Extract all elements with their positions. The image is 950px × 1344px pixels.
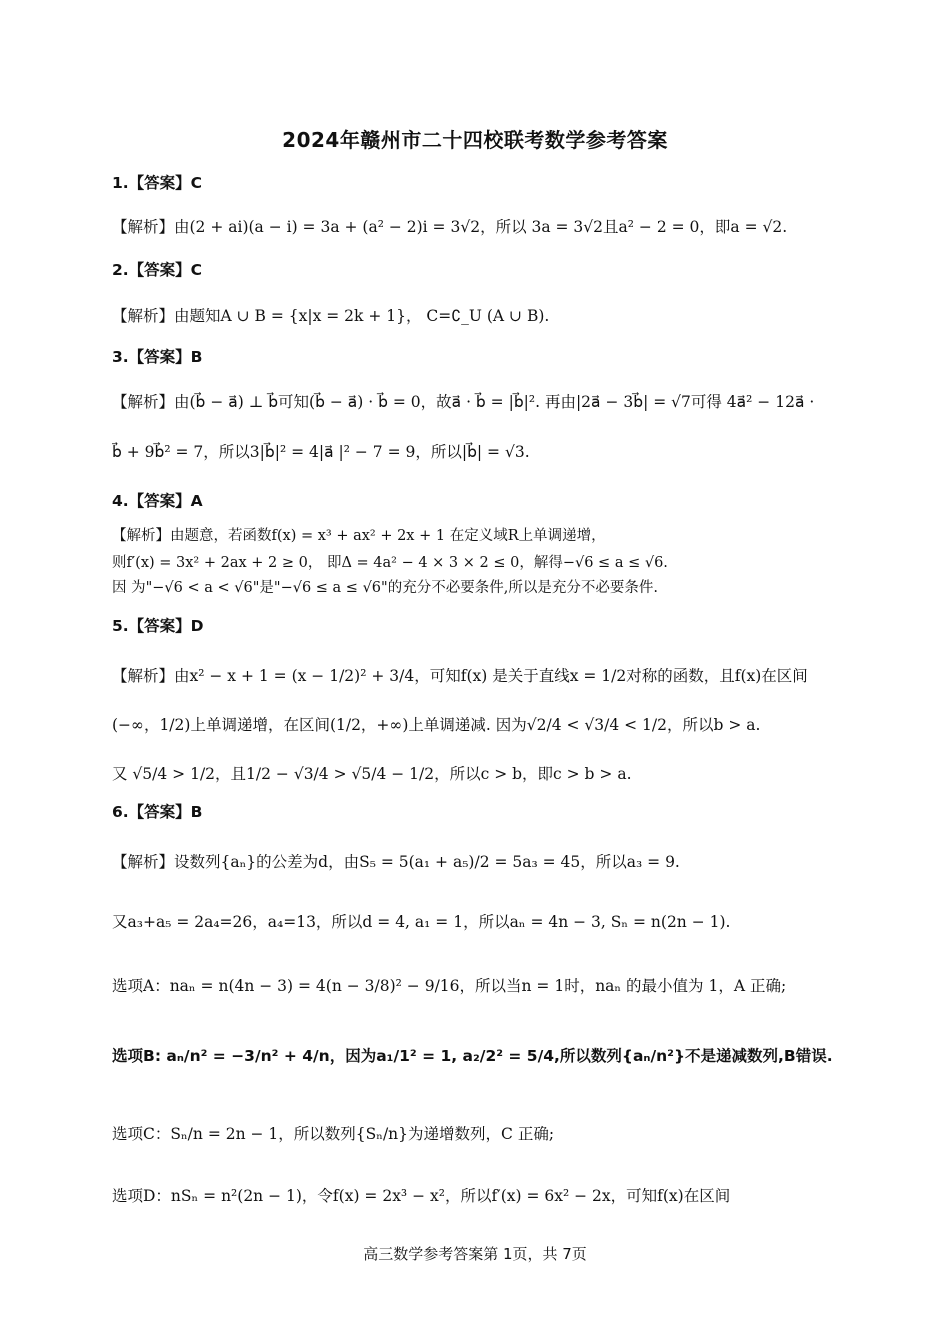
- q3-answer: 3.【答案】B: [112, 348, 203, 366]
- q4-analysis-line1: 【解析】由题意，若函数f(x) = x³ + ax² + 2x + 1 在定义域R上单调递增，: [112, 528, 606, 544]
- q6-option-c: 选项C：Sₙ/n = 2n − 1，所以数列{Sₙ/n}为递增数列，C 正确;: [112, 1125, 555, 1143]
- q6-answer: 6.【答案】B: [112, 803, 203, 821]
- q6-analysis-line1: 【解析】设数列{aₙ}的公差为d，由S₅ = 5(a₁ + a₅)/2 = 5a₃ = 45，所以a₃ = 9.: [112, 853, 680, 871]
- q5-analysis-line1: 【解析】由x² − x + 1 = (x − 1/2)² + 3/4，可知f(x) 是关于直线x = 1/2对称的函数，且f(x)在区间: [112, 667, 808, 685]
- q6-option-b: 选项B: aₙ/n² = −3/n² + 4/n，因为a₁/1² = 1, a₂/2² = 5/4,所以数列{aₙ/n²}不是递减数列,B错误.: [112, 1047, 833, 1065]
- q2-answer: 2.【答案】C: [112, 261, 203, 279]
- q6-analysis-line2: 又a₃+a₅ = 2a₄=26，a₄=13，所以d = 4, a₁ = 1，所以aₙ = 4n − 3, Sₙ = n(2n − 1).: [112, 913, 731, 931]
- q1-answer: 1.【答案】C: [112, 174, 203, 192]
- q4-answer: 4.【答案】A: [112, 492, 203, 510]
- q3-analysis-line2: b⃗ + 9b⃗² = 7，所以3|b⃗|² = 4|a⃗ |² − 7 = 9，所以|b⃗| = √3.: [112, 443, 530, 461]
- q5-analysis-line3: 又 √5/4 > 1/2，且1/2 − √3/4 > √5/4 − 1/2，所以c > b，即c > b > a.: [112, 765, 632, 783]
- q5-analysis-line2: (−∞，1/2)上单调递增，在区间(1/2，+∞)上单调递减. 因为√2/4 < √3/4 < 1/2，所以b > a.: [112, 716, 761, 734]
- page-title: 2024年赣州市二十四校联考数学参考答案: [282, 128, 668, 152]
- page-footer: 高三数学参考答案第 1页，共 7页: [363, 1245, 587, 1263]
- q2-analysis: 【解析】由题知A ∪ B = {x|x = 2k + 1}， C=∁_U (A ∪ B).: [112, 307, 550, 325]
- q4-analysis-line2: 则f′(x) = 3x² + 2ax + 2 ≥ 0， 即Δ = 4a² − 4 × 3 × 2 ≤ 0，解得−√6 ≤ a ≤ √6.: [112, 555, 668, 571]
- q6-option-d: 选项D：nSₙ = n²(2n − 1)，令f(x) = 2x³ − x²，所以f′(x) = 6x² − 2x，可知f(x)在区间: [112, 1187, 731, 1205]
- q3-analysis-line1: 【解析】由(b⃗ − a⃗) ⊥ b⃗可知(b⃗ − a⃗) · b⃗ = 0，故a⃗ · b⃗ = |b⃗|². 再由|2a⃗ − 3b⃗| = √7可得 4a⃗² − 12a⃗ ·: [112, 393, 815, 411]
- q1-analysis: 【解析】由(2 + ai)(a − i) = 3a + (a² − 2)i = 3√2，所以 3a = 3√2且a² − 2 = 0，即a = √2.: [112, 218, 788, 236]
- q4-analysis-line3: 因 为"−√6 < a < √6"是"−√6 ≤ a ≤ √6"的充分不必要条件,所以是充分不必要条件.: [112, 580, 658, 596]
- q5-answer: 5.【答案】D: [112, 617, 204, 635]
- q6-option-a: 选项A：naₙ = n(4n − 3) = 4(n − 3/8)² − 9/16，所以当n = 1时，naₙ 的最小值为 1，A 正确;: [112, 977, 787, 995]
